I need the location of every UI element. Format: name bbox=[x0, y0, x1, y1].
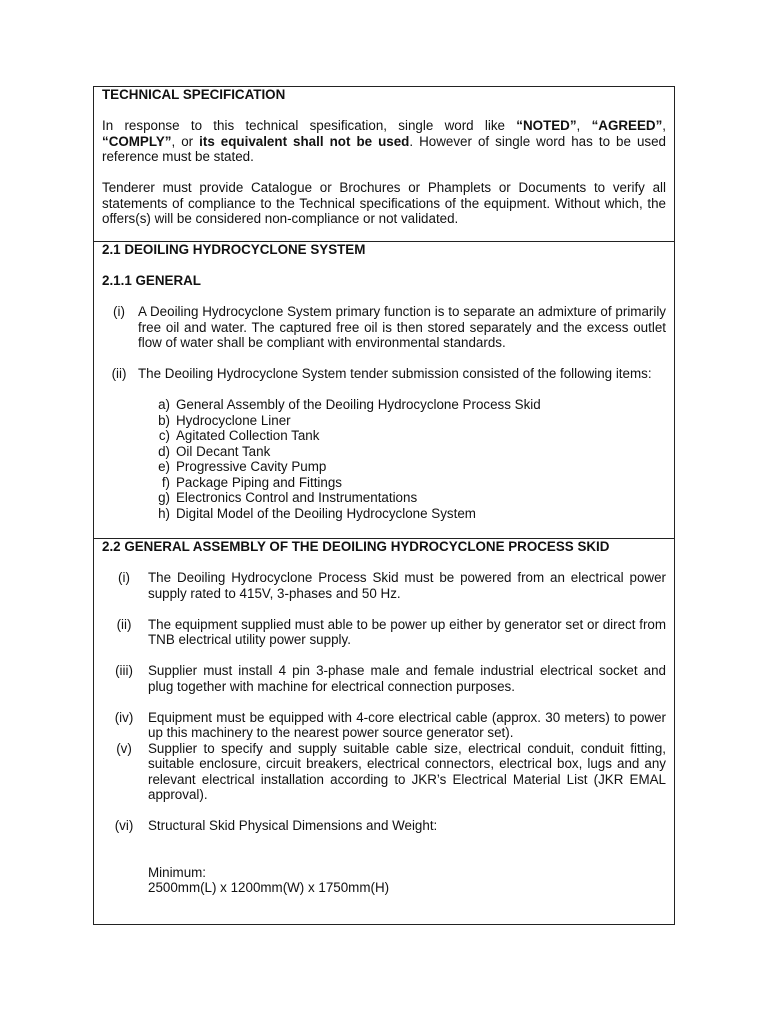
list-item: g) Electronics Control and Instrumentations bbox=[158, 490, 418, 505]
section-2-2-heading: 2.2 GENERAL ASSEMBLY OF THE DEOILING HYDROCYCLONE PROCESS SKID bbox=[102, 539, 610, 554]
section-2-1-heading: 2.1 DEOILING HYDROCYCLONE SYSTEM bbox=[102, 242, 366, 257]
general-item-i: (i) A Deoiling Hydrocyclone System primary function is to separate an admixture of primarily free oil and water. The captured free oil is then stored separately and the excess outlet flow of water shall be compliant with environmental standards. bbox=[113, 304, 666, 350]
minimum-label: Minimum: bbox=[148, 864, 207, 880]
list-item: c) Agitated Collection Tank bbox=[158, 428, 320, 443]
assembly-item-iii: (iii) Supplier must install 4 pin 3-phase male and female industrial electrical socket and plug together with machine for electrical connection purposes. bbox=[115, 663, 666, 694]
assembly-item-i: (i) The Deoiling Hydrocyclone Process Skid must be powered from an electrical power supply rated to 415V, 3-phases and 50 Hz. bbox=[118, 570, 666, 601]
assembly-item-vi: (vi) Structural Skid Physical Dimensions and Weight: bbox=[114, 818, 438, 833]
assembly-item-iv: (iv) Equipment must be equipped with 4-core electrical cable (approx. 30 meters) to power up this machinery to the nearest power source generator set). bbox=[114, 709, 666, 740]
technical-specification-cell bbox=[93, 86, 675, 242]
list-item: f) Package Piping and Fittings bbox=[161, 474, 342, 490]
list-item: e) Progressive Cavity Pump bbox=[158, 459, 327, 474]
list-item: a) General Assembly of the Deoiling Hydrocyclone Process Skid bbox=[158, 397, 541, 412]
technical-specification-heading: TECHNICAL SPECIFICATION bbox=[102, 87, 286, 102]
deoiling-system-cell bbox=[93, 241, 675, 539]
general-item-ii: (ii) The Deoiling Hydrocyclone System tender submission consisted of the following items: bbox=[111, 366, 652, 381]
response-instructions-paragraph: In response to this technical spesification, single word like “NOTED”, “AGREED”, “COMPLY”, or its equivalent shall not be used. However of single word has to be used reference must be stated. bbox=[102, 118, 667, 164]
specification-table bbox=[93, 87, 675, 925]
assembly-item-ii: (ii) The equipment supplied must able to be power up either by generator set or direct from TNB electrical utility power supply. bbox=[116, 616, 666, 647]
list-item: b) Hydrocyclone Liner bbox=[158, 412, 291, 428]
submission-items-list bbox=[102, 397, 666, 521]
list-item: h) Digital Model of the Deoiling Hydrocyclone System bbox=[158, 505, 476, 521]
section-2-1-1-heading: 2.1.1 GENERAL bbox=[102, 273, 201, 288]
general-assembly-cell bbox=[93, 538, 675, 925]
assembly-item-v: (v) Supplier to specify and supply suitable cable size, electrical conduit, conduit fitting, suitable enclosure, circuit breakers, electrical connectors, electrical box, lugs and any relevant electrical installation according to JKR’s Electrical Material List (JKR EMAL approval). bbox=[116, 740, 666, 802]
list-item: d) Oil Decant Tank bbox=[158, 443, 271, 459]
minimum-dimensions: 2500mm(L) x 1200mm(W) x 1750mm(H) bbox=[148, 880, 390, 895]
tenderer-documents-paragraph: Tenderer must provide Catalogue or Brochures or Phamplets or Documents to verify all statements of compliance to the Technical specifications of the equipment. Without which, the offers(s) will be considered non-compliance or not validated. bbox=[102, 180, 666, 226]
